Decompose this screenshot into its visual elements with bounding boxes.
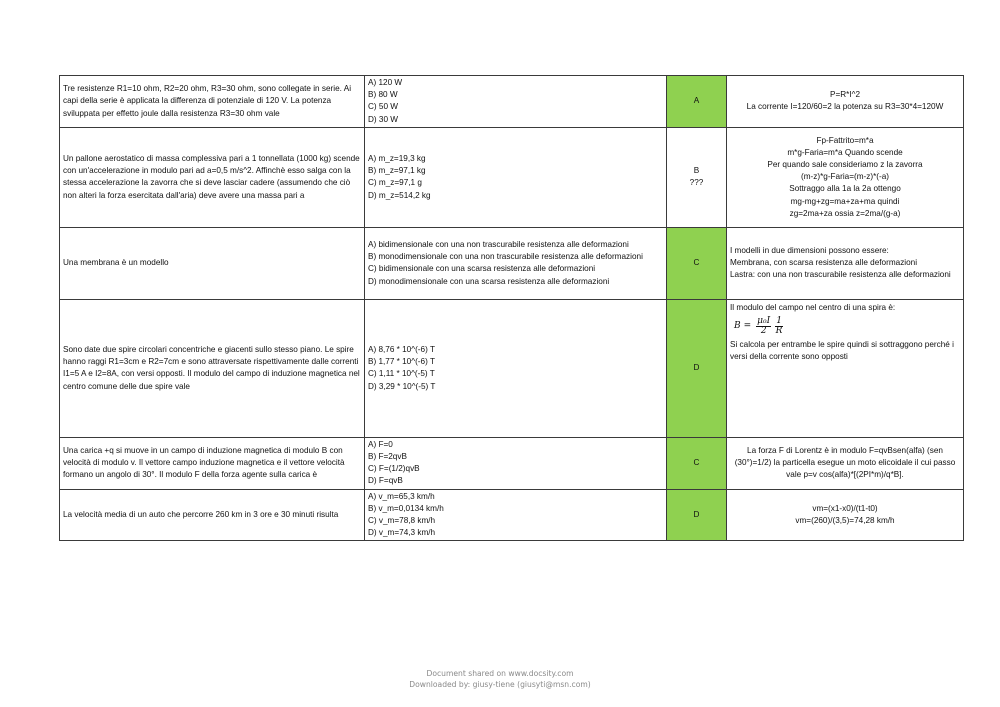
magnetic-field-formula [734,317,960,336]
formula-denominator: R [775,326,783,337]
option-b: B) 80 W [368,90,398,100]
option-d: D) 3,29 * 10^(-5) T [368,381,436,391]
option-d: D) monodimensionale con una scarsa resistenza alle deformazioni [368,276,610,286]
formula-numerator: μ₀I [757,316,771,327]
explanation-line: (m-z)*g-Faria=(m-z)*(-a) [800,172,889,182]
footer-shared-line: Document shared on www.docsity.com [426,669,574,678]
explanation-line: I modelli in due dimensioni possono essere: [730,246,889,255]
option-b: B) F=2qvB [368,452,407,462]
option-d: D) F=qvB [368,476,403,486]
option-b: B) v_m=0,0134 km/h [368,503,444,513]
explanation-text: Si calcola per entrambe le spire quindi si sottraggono perché i versi della corrente sono opposti [730,340,954,362]
table-row [60,76,964,128]
option-a: A) bidimensionale con una non trascurabile resistenza alle deformazioni [368,239,629,249]
explanation-line: P=R*I^2 [829,90,860,100]
options-cell [365,489,667,541]
answer-letter: C [693,458,700,468]
question-cell: Sono date due spire circolari concentriche e giacenti sullo stesso piano. Le spire hanno raggi R1=3cm e R2=7cm e sono attraversate rispettivamente dalle correnti I1=5 A e I2=8A, con versi opposti. Il modulo del campo di induzione magnetica nel centro comune delle due spire vale [60,299,365,437]
table-row [60,489,964,541]
answer-note: ??? [689,178,704,188]
explanation-line: Lastra: con una non trascurabile resistenza alle deformazioni [730,270,951,280]
formula-denominator: 2 [760,326,767,337]
formula-fraction [756,317,771,336]
explanation-line: vm=(x1-x0)/(t1-t0) [812,503,878,513]
option-a: A) m_z=19,3 kg [368,153,426,163]
explanation-cell [727,489,964,541]
explanation-cell [727,127,964,227]
answer-cell [667,489,727,541]
footer [0,668,1000,690]
explanation-line: Per quando sale consideriamo z la zavorra [767,160,923,169]
option-b: B) 1,77 * 10^(-6) T [368,357,435,367]
explanation-line: zg=2ma+za ossia z=2ma/(g-a) [789,208,901,218]
explanation-line: m*g-Faria=m*a Quando scende [787,147,903,157]
explanation-cell: La forza F di Lorentz è in modulo F=qvBsen(alfa) (sen (30°)=1/2) la particella esegue un moto elicoidale il cui passo vale p=v cos(alfa)*[(2PI*m)/q*B]. [727,437,964,489]
formula-fraction [775,317,783,336]
option-a: A) 8,76 * 10^(-6) T [368,344,435,354]
formula-equals: = [743,321,752,332]
answer-letter: A [693,96,700,106]
table-row [60,127,964,227]
formula-numerator: 1 [776,316,782,327]
answer-letter: C [693,258,700,268]
answer-cell [667,227,727,299]
explanation-line: Sottraggo alla 1a la 2a ottengo [789,184,901,194]
explanation-intro: Il modulo del campo nel centro di una spira è: [730,302,896,312]
options-cell [365,76,667,128]
options-cell [365,437,667,489]
options-cell [365,127,667,227]
option-c: C) v_m=78,8 km/h [368,516,436,526]
explanation-line: La corrente I=120/60=2 la potenza su R3=30*4=120W [746,102,944,112]
option-c: C) m_z=97,1 g [368,178,422,188]
option-a: A) F=0 [368,439,393,449]
option-d: D) 30 W [368,114,399,124]
option-a: A) v_m=65,3 km/h [368,491,435,501]
table-row [60,227,964,299]
answer-letter: D [693,509,700,519]
answer-letter: B [693,166,700,176]
option-c: C) 50 W [368,102,399,112]
question-cell: Tre resistenze R1=10 ohm, R2=20 ohm, R3=30 ohm, sono collegate in serie. Ai capi della serie è applicata la differenza di potenziale di 120 V. La potenza sviluppata per effetto joule dalla resistenza R3=30 ohm vale [60,76,365,128]
quiz-table [59,75,964,541]
options-cell [365,299,667,437]
answer-cell [667,76,727,128]
formula-lhs: B [734,321,741,332]
option-c: C) bidimensionale con una scarsa resistenza alle deformazioni [368,264,596,274]
option-c: C) 1,11 * 10^(-5) T [368,369,435,379]
question-cell: Un pallone aerostatico di massa complessiva pari a 1 tonnellata (1000 kg) scende con un'accelerazione in modulo pari ad a=0,5 m/s^2. Affinchè esso salga con la stessa accelerazione la zavorra che si deve lasciar cadere (assumendo che ciò non alteri la forza esercitata dall'aria) deve avere una massa pari a [60,127,365,227]
explanation-line: vm=(260)/(3,5)=74,28 km/h [795,516,895,526]
option-b: B) m_z=97,1 kg [368,166,426,176]
explanation-cell [727,227,964,299]
footer-downloaded-line: Downloaded by: giusy-tiene (giusyti@msn.com) [409,680,591,689]
answer-cell [667,299,727,437]
question-cell: La velocità media di un auto che percorre 260 km in 3 ore e 30 minuti risulta [60,489,365,541]
option-a: A) 120 W [368,78,403,87]
explanation-cell [727,299,964,437]
option-b: B) monodimensionale con una non trascurabile resistenza alle deformazioni [368,252,643,262]
question-cell: Una carica +q si muove in un campo di induzione magnetica di modulo B con velocità di modulo v. Il vettore campo induzione magnetica e il vettore velocità formano un angolo di 30°. Il modulo F della forza agente sulla carica è [60,437,365,489]
explanation-line: mg-mg+zg=ma+za+ma quindi [790,196,900,206]
explanation-line: Membrana, con scarsa resistenza alle deformazioni [730,258,918,268]
option-c: C) F=(1/2)qvB [368,464,420,474]
table-row [60,299,964,437]
answer-cell [667,437,727,489]
table-row [60,437,964,489]
option-d: D) v_m=74,3 km/h [368,528,436,538]
option-d: D) m_z=514,2 kg [368,190,431,200]
answer-letter: D [693,363,700,373]
question-cell: Una membrana è un modello [60,227,365,299]
options-cell [365,227,667,299]
answer-cell [667,127,727,227]
explanation-cell [727,76,964,128]
explanation-line: Fp-Fattrito=m*a [816,135,874,145]
